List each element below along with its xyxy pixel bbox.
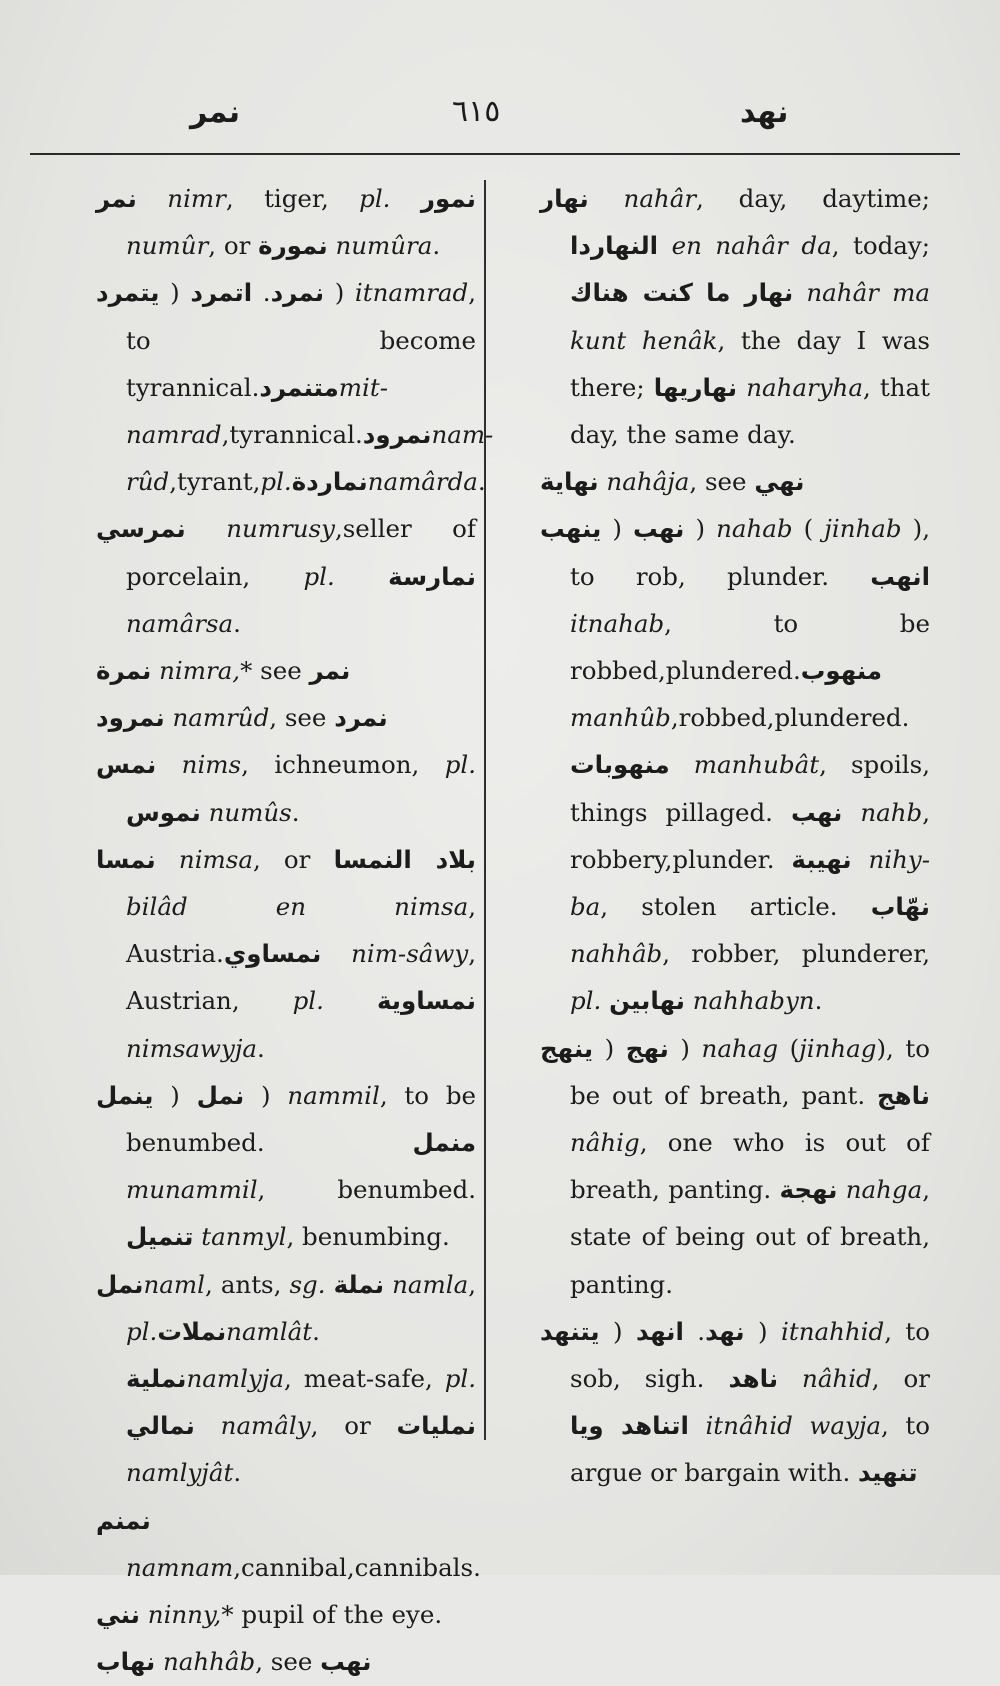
definition-text: ( xyxy=(792,514,825,544)
dictionary-entry xyxy=(540,458,930,505)
arabic-headword: نهج xyxy=(625,1033,669,1063)
definition-text xyxy=(390,184,420,213)
arabic-headword: نهب xyxy=(320,1647,372,1677)
arabic-headword: منهوبات xyxy=(570,750,670,780)
dictionary-entry xyxy=(96,647,476,694)
arabic-headword: نهابين xyxy=(609,986,685,1016)
transliteration: pl. xyxy=(126,1316,158,1346)
transliteration: nam-rûd xyxy=(126,420,494,497)
transliteration: naharyha xyxy=(737,372,863,402)
transliteration: nahab xyxy=(716,514,793,544)
definition-text xyxy=(693,278,706,307)
dictionary-entry xyxy=(96,175,476,269)
transliteration: nâhig xyxy=(570,1128,640,1158)
definition-text: , Austria. xyxy=(126,892,476,969)
definition-text: . xyxy=(683,1316,706,1346)
arabic-headword: ينهج xyxy=(540,1033,594,1063)
dictionary-entry xyxy=(96,505,476,647)
definition-text: . xyxy=(233,1458,242,1488)
arabic-headword: نمل xyxy=(196,1080,245,1110)
arabic-headword: نملية xyxy=(126,1364,187,1394)
definition-text: , robbery,plunder. xyxy=(570,797,931,874)
arabic-headword: نني xyxy=(96,1600,140,1630)
transliteration: numrusy xyxy=(185,514,335,544)
transliteration: itnâhid wayja xyxy=(688,1411,882,1441)
transliteration: itnahab xyxy=(570,608,665,638)
arabic-headword: بلاد النمسا xyxy=(333,844,476,874)
transliteration: pl. xyxy=(260,467,292,497)
transliteration: namârda xyxy=(367,467,478,497)
definition-text: . xyxy=(814,986,823,1016)
definition-text: ( xyxy=(599,1316,636,1346)
header-right-guideword: نهد xyxy=(740,95,789,130)
definition-text: , meat-safe, xyxy=(283,1364,445,1394)
transliteration: pl. xyxy=(444,1364,476,1394)
arabic-headword: نمنم xyxy=(96,1505,151,1535)
definition-text: , see xyxy=(255,1647,321,1677)
transliteration: namlyjât xyxy=(126,1458,234,1488)
column-divider xyxy=(484,180,486,1440)
definition-text: , to sob, sigh. xyxy=(570,1316,930,1394)
arabic-headword: نهيبة xyxy=(791,844,852,874)
definition-text: , the day I was there; xyxy=(570,325,930,402)
arabic-headword: نهار xyxy=(540,184,589,213)
arabic-headword: تنهيد xyxy=(858,1458,918,1488)
transliteration: namârsa xyxy=(126,608,234,638)
arabic-headword: نهار ما xyxy=(706,278,794,308)
transliteration: itnahhid xyxy=(781,1316,885,1346)
definition-text: , or xyxy=(208,231,259,261)
right-column xyxy=(540,175,930,1497)
definition-text: , Austrian, xyxy=(126,939,476,1016)
definition-text: , to be benumbed. xyxy=(126,1080,476,1158)
arabic-headword: نمساوية xyxy=(376,986,476,1016)
arabic-headword: اتمرد xyxy=(190,278,253,308)
arabic-headword: نهاية xyxy=(540,467,599,497)
definition-text: , see xyxy=(689,467,755,497)
dictionary-entry xyxy=(540,1308,930,1497)
transliteration: itnamrad xyxy=(354,278,469,308)
running-header xyxy=(0,90,1000,140)
transliteration: nims xyxy=(156,750,242,780)
definition-text: . xyxy=(312,1316,320,1346)
arabic-headword: متنمرد xyxy=(259,372,339,402)
header-rule xyxy=(30,153,960,155)
definition-text: ( xyxy=(153,1080,197,1110)
dictionary-entry xyxy=(540,505,930,1024)
dictionary-entry xyxy=(96,1497,481,1591)
definition-text: ( xyxy=(778,1033,800,1063)
transliteration: numûs xyxy=(200,797,292,827)
definition-text: ,robbed,plundered. xyxy=(670,703,910,733)
definition-text: . xyxy=(252,278,271,308)
definition-text xyxy=(601,986,609,1015)
definition-text: ( xyxy=(601,514,634,544)
transliteration: bilâd en nimsa xyxy=(126,892,469,922)
arabic-headword: يتنهد xyxy=(540,1316,600,1346)
transliteration: manhûb xyxy=(570,703,671,733)
transliteration: munammil xyxy=(126,1175,258,1205)
left-column xyxy=(96,175,494,1686)
definition-text: ) xyxy=(744,1316,782,1346)
transliteration: mit-namrad xyxy=(126,372,388,450)
arabic-headword: اتناهد ويا xyxy=(570,1411,689,1441)
definition-text: ,tyrannical. xyxy=(221,420,363,450)
definition-text: , ichneumon, xyxy=(241,750,445,780)
definition-text: . xyxy=(477,467,486,497)
transliteration: pl. xyxy=(444,750,476,780)
transliteration: nahhabyn xyxy=(684,986,815,1016)
arabic-headword: نهب xyxy=(791,797,843,827)
transliteration: nahb xyxy=(842,797,923,827)
arabic-headword: نهي xyxy=(754,467,805,497)
arabic-headword: نماردة xyxy=(291,467,368,497)
arabic-headword: ينهب xyxy=(540,514,602,544)
arabic-headword: نهاب xyxy=(96,1647,156,1677)
arabic-headword: نمرود xyxy=(362,420,432,450)
transliteration: nahâr xyxy=(588,184,697,213)
definition-text: ) xyxy=(324,278,355,308)
definition-text: ), to rob, plunder. xyxy=(570,514,931,591)
arabic-headword: نمالي xyxy=(126,1411,195,1441)
transliteration: nahâja xyxy=(598,467,690,497)
definition-text: ( xyxy=(593,1033,626,1063)
arabic-headword: يتمرد xyxy=(96,278,160,308)
transliteration: nahâr ma kunt henâk xyxy=(570,278,930,355)
definition-text: , or xyxy=(310,1411,397,1441)
arabic-headword: النهاردا xyxy=(570,231,659,261)
arabic-headword: نمر xyxy=(309,656,351,686)
definition-text: , ants, xyxy=(204,1269,290,1299)
arabic-headword: نمارسة xyxy=(388,561,476,591)
definition-text: , stolen article. xyxy=(600,892,871,922)
arabic-headword: نمليات xyxy=(396,1411,476,1441)
definition-text: , today; xyxy=(831,231,931,261)
dictionary-entry xyxy=(96,836,476,1072)
transliteration: nahhâb xyxy=(155,1647,256,1677)
transliteration: numûr xyxy=(126,231,209,261)
arabic-headword: منمل xyxy=(412,1128,476,1158)
definition-text xyxy=(335,562,388,591)
transliteration: nahhâb xyxy=(570,939,663,969)
definition-text: ) xyxy=(668,1033,702,1063)
definition-text: ( xyxy=(159,278,191,308)
transliteration: manhubât xyxy=(669,750,820,780)
transliteration: namlât xyxy=(226,1316,313,1346)
arabic-headword: منهوب xyxy=(800,656,883,686)
definition-text: , that day, the same day. xyxy=(570,372,930,450)
transliteration: nim-sâwy xyxy=(321,939,469,969)
definition-text: , to argue or bargain with. xyxy=(570,1411,930,1488)
arabic-headword: نمرد xyxy=(334,703,388,733)
definition-text xyxy=(324,986,377,1015)
transliteration: nihy-ba xyxy=(570,844,930,922)
definition-text: , to become tyrannical. xyxy=(126,278,477,402)
transliteration: naml xyxy=(143,1269,205,1299)
dictionary-entry xyxy=(96,741,476,835)
header-left-guideword: نمر xyxy=(190,95,241,130)
definition-text: ) xyxy=(244,1080,288,1110)
definition-text: ,cannibal,cannibals. xyxy=(233,1552,481,1582)
arabic-headword: انهب xyxy=(870,561,930,591)
definition-text: ,tyrant, xyxy=(169,467,261,497)
arabic-headword: نمر xyxy=(96,184,137,213)
transliteration: tanmyl xyxy=(193,1222,287,1252)
transliteration: nahag xyxy=(701,1033,779,1063)
definition-text: * see xyxy=(240,656,310,686)
definition-text: , spoils, things pillaged. xyxy=(570,750,930,827)
dictionary-entry xyxy=(96,269,494,505)
transliteration: namlyja xyxy=(186,1364,284,1394)
definition-text: , state of being out of breath, panting. xyxy=(570,1175,930,1299)
arabic-headword: نمسا xyxy=(96,844,156,874)
arabic-headword: ناهد xyxy=(728,1364,779,1394)
transliteration: numûra xyxy=(327,231,433,261)
transliteration: en nahâr da xyxy=(658,231,832,261)
transliteration: ninny, xyxy=(140,1600,222,1630)
definition-text: , xyxy=(468,1269,476,1299)
definition-text: , tiger, xyxy=(225,184,360,213)
arabic-headword: نمور xyxy=(420,184,476,213)
dictionary-entry xyxy=(96,1261,476,1497)
dictionary-entry xyxy=(96,694,476,741)
arabic-headword: كنت هناك xyxy=(570,278,693,308)
transliteration: nimr xyxy=(136,184,226,213)
arabic-headword: نمرود xyxy=(96,703,165,733)
arabic-headword: نملة xyxy=(333,1269,385,1299)
transliteration: jinhab xyxy=(824,514,902,544)
arabic-headword: نهد xyxy=(705,1316,745,1346)
transliteration: sg. xyxy=(289,1269,326,1299)
definition-text: , see xyxy=(269,703,335,733)
definition-text xyxy=(326,1270,334,1299)
arabic-headword: نمرد xyxy=(270,278,325,308)
definition-text: , benumbing. xyxy=(286,1222,450,1252)
transliteration: nahga xyxy=(837,1175,923,1205)
arabic-headword: نهاريها xyxy=(653,372,738,402)
definition-text: . xyxy=(257,1033,265,1063)
arabic-headword: نمرسي xyxy=(96,514,186,544)
transliteration: nâhid xyxy=(778,1364,872,1394)
transliteration: pl. xyxy=(359,184,391,213)
arabic-headword: نمل xyxy=(96,1269,144,1299)
arabic-headword: انهد xyxy=(635,1316,684,1346)
dictionary-entry xyxy=(96,1591,476,1638)
page-number: ٦١٥ xyxy=(452,94,501,129)
definition-text: ,seller of porcelain, xyxy=(126,514,476,591)
transliteration: nimsa xyxy=(155,844,253,874)
definition-text: , day, daytime; xyxy=(696,184,930,213)
definition-text: . xyxy=(432,231,441,261)
dictionary-entry xyxy=(540,175,930,458)
arabic-headword: تنميل xyxy=(126,1222,194,1252)
definition-text: , robber, plunderer, xyxy=(662,939,930,969)
dictionary-entry xyxy=(540,1025,930,1308)
arabic-headword: نمس xyxy=(96,750,157,780)
definition-text: * pupil of the eye. xyxy=(221,1600,443,1630)
definition-text: ) xyxy=(684,514,717,544)
transliteration: pl. xyxy=(303,561,335,591)
arabic-headword: نمساوي xyxy=(223,939,322,969)
transliteration: pl. xyxy=(570,986,602,1016)
definition-text: , or xyxy=(252,844,334,874)
transliteration: jinhag xyxy=(799,1033,877,1063)
definition-text: , to be robbed,plundered. xyxy=(570,608,930,686)
transliteration: namrûd xyxy=(164,703,270,733)
definition-text: . xyxy=(291,797,300,827)
arabic-headword: نهّاب xyxy=(870,892,930,922)
transliteration: nimsawyja xyxy=(126,1033,258,1063)
arabic-headword: نهب xyxy=(633,514,685,544)
transliteration: namla xyxy=(384,1269,469,1299)
arabic-headword: ينمل xyxy=(96,1080,154,1110)
dictionary-entry xyxy=(96,1072,476,1261)
definition-text: , or xyxy=(871,1364,930,1394)
arabic-headword: نهجة xyxy=(779,1175,838,1205)
arabic-headword: نمورة xyxy=(258,231,328,261)
definition-text: . xyxy=(233,608,241,638)
definition-text: ), to be out of breath, pant. xyxy=(570,1033,930,1110)
arabic-headword: ناهج xyxy=(876,1080,930,1110)
definition-text: , benumbed. xyxy=(257,1175,476,1205)
definition-text: , one who is out of breath, panting. xyxy=(570,1128,930,1205)
transliteration: nammil xyxy=(287,1080,380,1110)
arabic-headword: نموس xyxy=(126,797,201,827)
dictionary-entry xyxy=(96,1638,476,1685)
arabic-headword: نملات xyxy=(157,1316,227,1346)
transliteration: namâly xyxy=(194,1411,311,1441)
transliteration: namnam xyxy=(126,1552,234,1582)
transliteration: pl. xyxy=(292,986,324,1016)
arabic-headword: نمرة xyxy=(96,656,152,686)
transliteration: nimra, xyxy=(151,656,241,686)
